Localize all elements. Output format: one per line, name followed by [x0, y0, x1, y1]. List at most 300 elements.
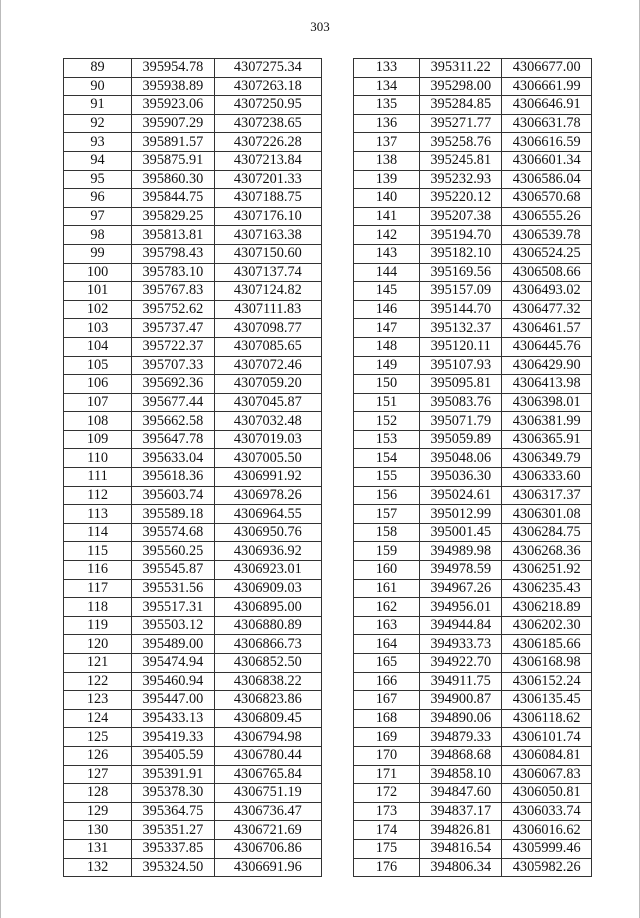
point-number-cell: 155: [354, 468, 420, 487]
table-row: [354, 151, 592, 170]
y-coordinate-cell: 4307163.38: [214, 226, 321, 245]
point-number-cell: 149: [354, 356, 420, 375]
y-coordinate-cell: 4306780.44: [214, 746, 321, 765]
x-coordinate-cell: 395012.99: [419, 505, 502, 524]
point-number-cell: 125: [64, 728, 132, 747]
table-row: [354, 821, 592, 840]
point-number-cell: 176: [354, 858, 420, 877]
y-coordinate-cell: 4306991.92: [214, 468, 321, 487]
point-number-cell: 111: [64, 468, 132, 487]
y-coordinate-cell: 4306751.19: [214, 784, 321, 803]
table-row: [64, 468, 322, 487]
point-number-cell: 90: [64, 77, 132, 96]
point-number-cell: 128: [64, 784, 132, 803]
table-row: [354, 170, 592, 189]
table-row: [354, 282, 592, 301]
point-number-cell: 100: [64, 263, 132, 282]
x-coordinate-cell: 395474.94: [132, 654, 215, 673]
page-edge-left: [0, 0, 1, 918]
table-row: [354, 709, 592, 728]
point-number-cell: 163: [354, 616, 420, 635]
x-coordinate-cell: 395798.43: [132, 244, 215, 263]
point-number-cell: 98: [64, 226, 132, 245]
x-coordinate-cell: 395071.79: [419, 412, 502, 431]
x-coordinate-cell: 395844.75: [132, 189, 215, 208]
x-coordinate-cell: 394911.75: [419, 672, 502, 691]
x-coordinate-cell: 394956.01: [419, 598, 502, 617]
point-number-cell: 175: [354, 839, 420, 858]
table-row: [354, 654, 592, 673]
y-coordinate-cell: 4307124.82: [214, 282, 321, 301]
point-number-cell: 166: [354, 672, 420, 691]
y-coordinate-cell: 4306118.62: [502, 709, 592, 728]
table-row: [354, 468, 592, 487]
x-coordinate-cell: 395107.93: [419, 356, 502, 375]
point-number-cell: 143: [354, 244, 420, 263]
y-coordinate-cell: 4307137.74: [214, 263, 321, 282]
x-coordinate-cell: 395298.00: [419, 77, 502, 96]
point-number-cell: 139: [354, 170, 420, 189]
y-coordinate-cell: 4305982.26: [502, 858, 592, 877]
x-coordinate-cell: 395829.25: [132, 207, 215, 226]
x-coordinate-cell: 395603.74: [132, 486, 215, 505]
table-row: [64, 300, 322, 319]
point-number-cell: 169: [354, 728, 420, 747]
x-coordinate-cell: 394900.87: [419, 691, 502, 710]
x-coordinate-cell: 395351.27: [132, 821, 215, 840]
table-row: [354, 579, 592, 598]
point-number-cell: 170: [354, 746, 420, 765]
table-row: [354, 319, 592, 338]
y-coordinate-cell: 4307085.65: [214, 337, 321, 356]
y-coordinate-cell: 4306268.36: [502, 542, 592, 561]
point-number-cell: 142: [354, 226, 420, 245]
y-coordinate-cell: 4307275.34: [214, 59, 321, 78]
table-row: [354, 207, 592, 226]
table-row: [64, 709, 322, 728]
point-number-cell: 148: [354, 337, 420, 356]
table-row: [64, 133, 322, 152]
x-coordinate-cell: 394879.33: [419, 728, 502, 747]
point-number-cell: 117: [64, 579, 132, 598]
point-number-cell: 145: [354, 282, 420, 301]
x-coordinate-cell: 394816.54: [419, 839, 502, 858]
x-coordinate-cell: 395157.09: [419, 282, 502, 301]
point-number-cell: 168: [354, 709, 420, 728]
point-number-cell: 92: [64, 114, 132, 133]
y-coordinate-cell: 4306251.92: [502, 561, 592, 580]
y-coordinate-cell: 4306235.43: [502, 579, 592, 598]
table-row: [64, 375, 322, 394]
point-number-cell: 146: [354, 300, 420, 319]
table-row: [64, 449, 322, 468]
x-coordinate-cell: 395692.36: [132, 375, 215, 394]
x-coordinate-cell: 395647.78: [132, 430, 215, 449]
point-number-cell: 91: [64, 96, 132, 115]
table-row: [64, 59, 322, 78]
y-coordinate-cell: 4306524.25: [502, 244, 592, 263]
table-row: [64, 244, 322, 263]
table-row: [64, 821, 322, 840]
y-coordinate-cell: 4306033.74: [502, 802, 592, 821]
point-number-cell: 115: [64, 542, 132, 561]
table-row: [64, 505, 322, 524]
point-number-cell: 116: [64, 561, 132, 580]
x-coordinate-cell: 395364.75: [132, 802, 215, 821]
y-coordinate-cell: 4307201.33: [214, 170, 321, 189]
y-coordinate-cell: 4306218.89: [502, 598, 592, 617]
x-coordinate-cell: 395271.77: [419, 114, 502, 133]
table-row: [354, 635, 592, 654]
table-row: [354, 691, 592, 710]
x-coordinate-cell: 395001.45: [419, 523, 502, 542]
point-number-cell: 127: [64, 765, 132, 784]
table-row: [64, 858, 322, 877]
y-coordinate-cell: 4306809.45: [214, 709, 321, 728]
x-coordinate-cell: 395460.94: [132, 672, 215, 691]
table-row: [354, 672, 592, 691]
point-number-cell: 164: [354, 635, 420, 654]
point-number-cell: 153: [354, 430, 420, 449]
x-coordinate-cell: 394944.84: [419, 616, 502, 635]
table-row: [64, 430, 322, 449]
table-row: [64, 542, 322, 561]
table-row: [354, 263, 592, 282]
table-row: [64, 263, 322, 282]
table-row: [354, 114, 592, 133]
coordinates-table-right: [353, 58, 592, 877]
table-row: [354, 300, 592, 319]
y-coordinate-cell: 4307226.28: [214, 133, 321, 152]
x-coordinate-cell: 395783.10: [132, 263, 215, 282]
y-coordinate-cell: 4306964.55: [214, 505, 321, 524]
table-row: [354, 784, 592, 803]
x-coordinate-cell: 394858.10: [419, 765, 502, 784]
point-number-cell: 150: [354, 375, 420, 394]
point-number-cell: 136: [354, 114, 420, 133]
point-number-cell: 118: [64, 598, 132, 617]
x-coordinate-cell: 394989.98: [419, 542, 502, 561]
x-coordinate-cell: 394978.59: [419, 561, 502, 580]
table-row: [64, 691, 322, 710]
x-coordinate-cell: 395891.57: [132, 133, 215, 152]
y-coordinate-cell: 4306895.00: [214, 598, 321, 617]
point-number-cell: 103: [64, 319, 132, 338]
y-coordinate-cell: 4306909.03: [214, 579, 321, 598]
table-row: [64, 746, 322, 765]
y-coordinate-cell: 4306333.60: [502, 468, 592, 487]
y-coordinate-cell: 4306461.57: [502, 319, 592, 338]
table-row: [354, 616, 592, 635]
table-row: [354, 59, 592, 78]
y-coordinate-cell: 4306284.75: [502, 523, 592, 542]
table-row: [354, 746, 592, 765]
point-number-cell: 126: [64, 746, 132, 765]
table-row: [354, 412, 592, 431]
point-number-cell: 119: [64, 616, 132, 635]
x-coordinate-cell: 394933.73: [419, 635, 502, 654]
table-row: [64, 151, 322, 170]
table-row: [64, 802, 322, 821]
x-coordinate-cell: 395083.76: [419, 393, 502, 412]
x-coordinate-cell: 394806.34: [419, 858, 502, 877]
point-number-cell: 154: [354, 449, 420, 468]
y-coordinate-cell: 4306794.98: [214, 728, 321, 747]
point-number-cell: 140: [354, 189, 420, 208]
x-coordinate-cell: 394967.26: [419, 579, 502, 598]
y-coordinate-cell: 4307019.03: [214, 430, 321, 449]
point-number-cell: 102: [64, 300, 132, 319]
table-row: [64, 579, 322, 598]
x-coordinate-cell: 395419.33: [132, 728, 215, 747]
x-coordinate-cell: 395324.50: [132, 858, 215, 877]
x-coordinate-cell: 395662.58: [132, 412, 215, 431]
x-coordinate-cell: 395220.12: [419, 189, 502, 208]
table-row: [64, 412, 322, 431]
y-coordinate-cell: 4306135.45: [502, 691, 592, 710]
point-number-cell: 114: [64, 523, 132, 542]
x-coordinate-cell: 394868.68: [419, 746, 502, 765]
table-row: [354, 802, 592, 821]
table-row: [64, 96, 322, 115]
x-coordinate-cell: 395120.11: [419, 337, 502, 356]
x-coordinate-cell: 394922.70: [419, 654, 502, 673]
table-row: [354, 523, 592, 542]
y-coordinate-cell: 4306168.98: [502, 654, 592, 673]
x-coordinate-cell: 395258.76: [419, 133, 502, 152]
point-number-cell: 112: [64, 486, 132, 505]
x-coordinate-cell: 395545.87: [132, 561, 215, 580]
x-coordinate-cell: 395489.00: [132, 635, 215, 654]
x-coordinate-cell: 395574.68: [132, 523, 215, 542]
point-number-cell: 99: [64, 244, 132, 263]
y-coordinate-cell: 4306570.68: [502, 189, 592, 208]
table-row: [354, 133, 592, 152]
x-coordinate-cell: 395024.61: [419, 486, 502, 505]
table-row: [64, 598, 322, 617]
y-coordinate-cell: 4306866.73: [214, 635, 321, 654]
point-number-cell: 108: [64, 412, 132, 431]
table-row: [64, 189, 322, 208]
x-coordinate-cell: 395517.31: [132, 598, 215, 617]
y-coordinate-cell: 4307072.46: [214, 356, 321, 375]
x-coordinate-cell: 395048.06: [419, 449, 502, 468]
y-coordinate-cell: 4306301.08: [502, 505, 592, 524]
point-number-cell: 132: [64, 858, 132, 877]
point-number-cell: 159: [354, 542, 420, 561]
table-row: [64, 486, 322, 505]
x-coordinate-cell: 395875.91: [132, 151, 215, 170]
x-coordinate-cell: 395433.13: [132, 709, 215, 728]
table-row: [64, 114, 322, 133]
table-row: [354, 244, 592, 263]
y-coordinate-cell: 4306050.81: [502, 784, 592, 803]
x-coordinate-cell: 395391.91: [132, 765, 215, 784]
point-number-cell: 97: [64, 207, 132, 226]
table-row: [64, 654, 322, 673]
x-coordinate-cell: 395132.37: [419, 319, 502, 338]
point-number-cell: 162: [354, 598, 420, 617]
table-row: [64, 635, 322, 654]
x-coordinate-cell: 395503.12: [132, 616, 215, 635]
x-coordinate-cell: 395144.70: [419, 300, 502, 319]
y-coordinate-cell: 4307250.95: [214, 96, 321, 115]
point-number-cell: 133: [354, 59, 420, 78]
x-coordinate-cell: 394890.06: [419, 709, 502, 728]
y-coordinate-cell: 4306477.32: [502, 300, 592, 319]
y-coordinate-cell: 4306823.86: [214, 691, 321, 710]
point-number-cell: 109: [64, 430, 132, 449]
y-coordinate-cell: 4307111.83: [214, 300, 321, 319]
point-number-cell: 174: [354, 821, 420, 840]
point-number-cell: 134: [354, 77, 420, 96]
x-coordinate-cell: 395337.85: [132, 839, 215, 858]
y-coordinate-cell: 4306349.79: [502, 449, 592, 468]
point-number-cell: 104: [64, 337, 132, 356]
y-coordinate-cell: 4307188.75: [214, 189, 321, 208]
point-number-cell: 141: [354, 207, 420, 226]
x-coordinate-cell: 395095.81: [419, 375, 502, 394]
y-coordinate-cell: 4306101.74: [502, 728, 592, 747]
x-coordinate-cell: 395207.38: [419, 207, 502, 226]
y-coordinate-cell: 4306880.89: [214, 616, 321, 635]
point-number-cell: 147: [354, 319, 420, 338]
point-number-cell: 123: [64, 691, 132, 710]
y-coordinate-cell: 4307032.48: [214, 412, 321, 431]
y-coordinate-cell: 4306381.99: [502, 412, 592, 431]
point-number-cell: 161: [354, 579, 420, 598]
point-number-cell: 173: [354, 802, 420, 821]
table-row: [354, 77, 592, 96]
x-coordinate-cell: 395907.29: [132, 114, 215, 133]
point-number-cell: 158: [354, 523, 420, 542]
table-row: [64, 319, 322, 338]
y-coordinate-cell: 4306765.84: [214, 765, 321, 784]
y-coordinate-cell: 4306067.83: [502, 765, 592, 784]
y-coordinate-cell: 4306398.01: [502, 393, 592, 412]
table-row: [354, 226, 592, 245]
y-coordinate-cell: 4306601.34: [502, 151, 592, 170]
x-coordinate-cell: 395954.78: [132, 59, 215, 78]
table-row: [354, 728, 592, 747]
table-row: [64, 784, 322, 803]
point-number-cell: 107: [64, 393, 132, 412]
y-coordinate-cell: 4307213.84: [214, 151, 321, 170]
point-number-cell: 101: [64, 282, 132, 301]
table-row: [64, 170, 322, 189]
table-row: [64, 523, 322, 542]
y-coordinate-cell: 4306631.78: [502, 114, 592, 133]
y-coordinate-cell: 4306429.90: [502, 356, 592, 375]
table-row: [64, 765, 322, 784]
table-row: [354, 505, 592, 524]
table-row: [64, 226, 322, 245]
x-coordinate-cell: 395737.47: [132, 319, 215, 338]
y-coordinate-cell: 4306736.47: [214, 802, 321, 821]
point-number-cell: 95: [64, 170, 132, 189]
table-row: [64, 839, 322, 858]
table-row: [354, 765, 592, 784]
table-row: [354, 561, 592, 580]
table-row: [64, 393, 322, 412]
y-coordinate-cell: 4306616.59: [502, 133, 592, 152]
y-coordinate-cell: 4306677.00: [502, 59, 592, 78]
y-coordinate-cell: 4306555.26: [502, 207, 592, 226]
point-number-cell: 156: [354, 486, 420, 505]
point-number-cell: 122: [64, 672, 132, 691]
point-number-cell: 171: [354, 765, 420, 784]
table-row: [354, 356, 592, 375]
x-coordinate-cell: 395560.25: [132, 542, 215, 561]
y-coordinate-cell: 4307176.10: [214, 207, 321, 226]
y-coordinate-cell: 4306016.62: [502, 821, 592, 840]
y-coordinate-cell: 4306838.22: [214, 672, 321, 691]
table-row: [354, 393, 592, 412]
x-coordinate-cell: 395284.85: [419, 96, 502, 115]
table-row: [64, 561, 322, 580]
y-coordinate-cell: 4306691.96: [214, 858, 321, 877]
point-number-cell: 160: [354, 561, 420, 580]
x-coordinate-cell: 394837.17: [419, 802, 502, 821]
point-number-cell: 96: [64, 189, 132, 208]
point-number-cell: 129: [64, 802, 132, 821]
y-coordinate-cell: 4307059.20: [214, 375, 321, 394]
page-number: 303: [310, 19, 330, 34]
x-coordinate-cell: 395618.36: [132, 468, 215, 487]
point-number-cell: 131: [64, 839, 132, 858]
point-number-cell: 113: [64, 505, 132, 524]
point-number-cell: 105: [64, 356, 132, 375]
point-number-cell: 172: [354, 784, 420, 803]
y-coordinate-cell: 4306646.91: [502, 96, 592, 115]
table-row: [64, 672, 322, 691]
point-number-cell: 151: [354, 393, 420, 412]
y-coordinate-cell: 4307005.50: [214, 449, 321, 468]
y-coordinate-cell: 4306152.24: [502, 672, 592, 691]
table-row: [354, 337, 592, 356]
y-coordinate-cell: 4306413.98: [502, 375, 592, 394]
y-coordinate-cell: 4306936.92: [214, 542, 321, 561]
point-number-cell: 138: [354, 151, 420, 170]
y-coordinate-cell: 4306706.86: [214, 839, 321, 858]
x-coordinate-cell: 395311.22: [419, 59, 502, 78]
point-number-cell: 120: [64, 635, 132, 654]
y-coordinate-cell: 4306084.81: [502, 746, 592, 765]
x-coordinate-cell: 395378.30: [132, 784, 215, 803]
x-coordinate-cell: 395194.70: [419, 226, 502, 245]
y-coordinate-cell: 4306852.50: [214, 654, 321, 673]
y-coordinate-cell: 4307263.18: [214, 77, 321, 96]
table-row: [354, 96, 592, 115]
point-number-cell: 144: [354, 263, 420, 282]
point-number-cell: 110: [64, 449, 132, 468]
x-coordinate-cell: 395245.81: [419, 151, 502, 170]
point-number-cell: 157: [354, 505, 420, 524]
y-coordinate-cell: 4306202.30: [502, 616, 592, 635]
y-coordinate-cell: 4307045.87: [214, 393, 321, 412]
table-row: [354, 430, 592, 449]
point-number-cell: 121: [64, 654, 132, 673]
y-coordinate-cell: 4306978.26: [214, 486, 321, 505]
point-number-cell: 89: [64, 59, 132, 78]
y-coordinate-cell: 4306365.91: [502, 430, 592, 449]
table-row: [354, 375, 592, 394]
x-coordinate-cell: 395923.06: [132, 96, 215, 115]
x-coordinate-cell: 394847.60: [419, 784, 502, 803]
table-row: [64, 77, 322, 96]
y-coordinate-cell: 4307098.77: [214, 319, 321, 338]
y-coordinate-cell: 4306185.66: [502, 635, 592, 654]
